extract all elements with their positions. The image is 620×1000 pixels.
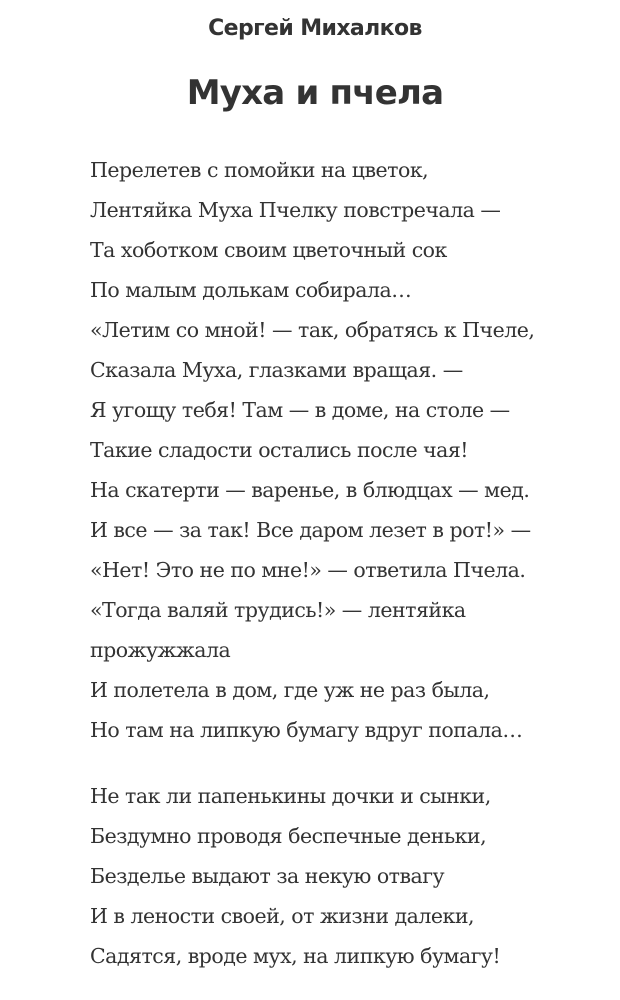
- poem-title: Муха и пчела: [186, 73, 444, 113]
- poem-line: Лентяйка Муха Пчелку повстречала —: [90, 198, 501, 222]
- stanza-1: [90, 150, 610, 750]
- poem-line: На скатерти — варенье, в блюдцах — мед.: [90, 478, 530, 502]
- poem-line: Я угощу тебя! Там — в доме, на столе —: [90, 398, 510, 422]
- poem-author: Сергей Михалков: [208, 16, 422, 41]
- poem-line: Садятся, вроде мух, на липкую бумагу!: [90, 944, 501, 968]
- poem-line: И полетела в дом, где уж не раз была,: [90, 678, 490, 702]
- poem-line: Безделье выдают за некую отвагу: [90, 864, 445, 888]
- poem-line: И все — за так! Все даром лезет в рот!» —: [90, 518, 531, 542]
- poem-line: «Тогда валяй трудись!» — лентяйка: [90, 598, 466, 622]
- poem-line: «Летим со мной! — так, обратясь к Пчеле,: [90, 318, 535, 342]
- poem-line: Не так ли папенькины дочки и сынки,: [90, 784, 491, 808]
- poem-line: Сказала Муха, глазками вращая. —: [90, 358, 463, 382]
- poem-line: «Нет! Это не по мне!» — ответила Пчела.: [90, 558, 526, 582]
- poem-line: И в лености своей, от жизни далеки,: [90, 904, 475, 928]
- poem-line: По малым долькам собирала…: [90, 278, 412, 302]
- poem-line: Та хоботком своим цветочный сок: [90, 238, 447, 262]
- poem-line: Бездумно проводя беспечные деньки,: [90, 824, 487, 848]
- poem-line: Но там на липкую бумагу вдруг попала…: [90, 718, 523, 742]
- poem-line: Такие сладости остались после чая!: [90, 438, 469, 462]
- poem-line: Перелетев с помойки на цветок,: [90, 158, 429, 182]
- stanza-2: [90, 776, 610, 976]
- poem-line: прожужжала: [90, 638, 231, 662]
